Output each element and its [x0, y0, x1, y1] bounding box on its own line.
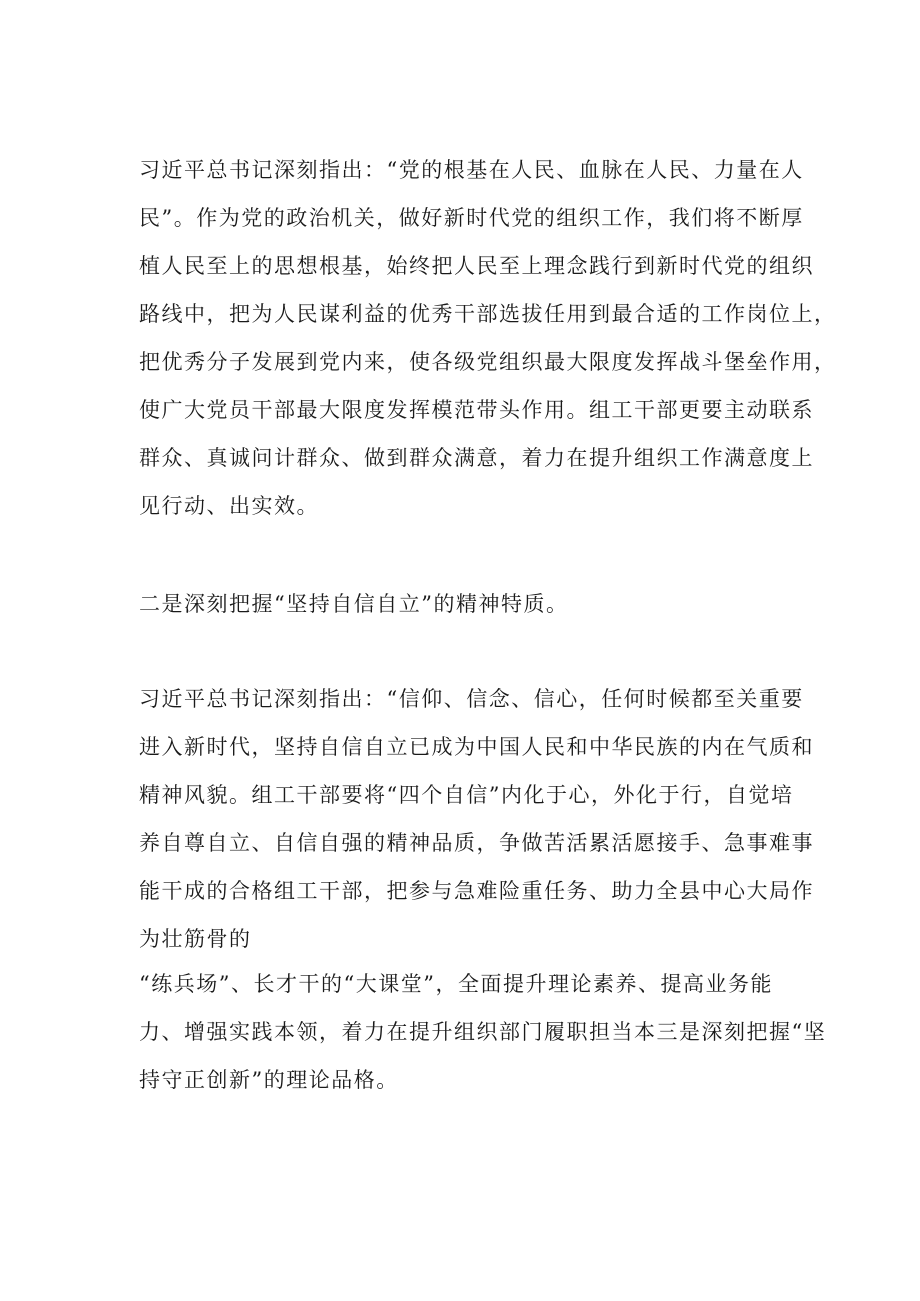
paragraph-1-line-4: 路线中，把为人民谋利益的优秀干部选拔任用到最合适的工作岗位上， [139, 302, 837, 326]
section-heading: 二是深刻把握“坚持自信自立”的精神特质。 [139, 592, 569, 616]
paragraph-1-line-8: 见行动、出实效。 [139, 494, 319, 518]
paragraph-2-line-6: 为壮筋骨的 [139, 927, 252, 951]
paragraph-2-line-5: 能干成的合格组工干部，把参与急难险重任务、助力全县中心大局作 [139, 879, 814, 903]
paragraph-1-line-5: 把优秀分子发展到党内来，使各级党组织最大限度发挥战斗堡垒作用， [139, 350, 837, 374]
paragraph-1-line-3: 植人民至上的思想根基，始终把人民至上理念践行到新时代党的组织 [139, 254, 814, 278]
paragraph-2-line-7: “练兵场”、长才干的“大课堂”，全面提升理论素养、提高业务能 [139, 972, 773, 996]
paragraph-1-line-7: 群众、真诚问计群众、做到群众满意，着力在提升组织工作满意度上 [139, 446, 814, 470]
paragraph-2-line-2: 进入新时代，坚持自信自立已成为中国人民和中华民族的内在气质和 [139, 735, 814, 759]
paragraph-2-line-1: 习近平总书记深刻指出：“信仰、信念、信心，任何时候都至关重要 [139, 687, 804, 711]
paragraph-1-line-1: 习近平总书记深刻指出：“党的根基在人民、血脉在人民、力量在人 [139, 158, 804, 182]
paragraph-1-line-6: 使广大党员干部最大限度发挥模范带头作用。组工干部更要主动联系 [139, 398, 814, 422]
paragraph-2-line-3: 精神风貌。组工干部要将“四个自信”内化于心，外化于行，自觉培 [139, 783, 794, 807]
paragraph-2-line-8: 力、增强实践本领，着力在提升组织部门履职担当本三是深刻把握“坚 [139, 1020, 827, 1044]
paragraph-2-line-9: 持守正创新”的理论品格。 [139, 1068, 399, 1092]
paragraph-1-line-2: 民”。作为党的政治机关，做好新时代党的组织工作，我们将不断厚 [139, 206, 804, 230]
paragraph-2-line-4: 养自尊自立、自信自强的精神品质，争做苦活累活愿接手、急事难事 [139, 831, 814, 855]
